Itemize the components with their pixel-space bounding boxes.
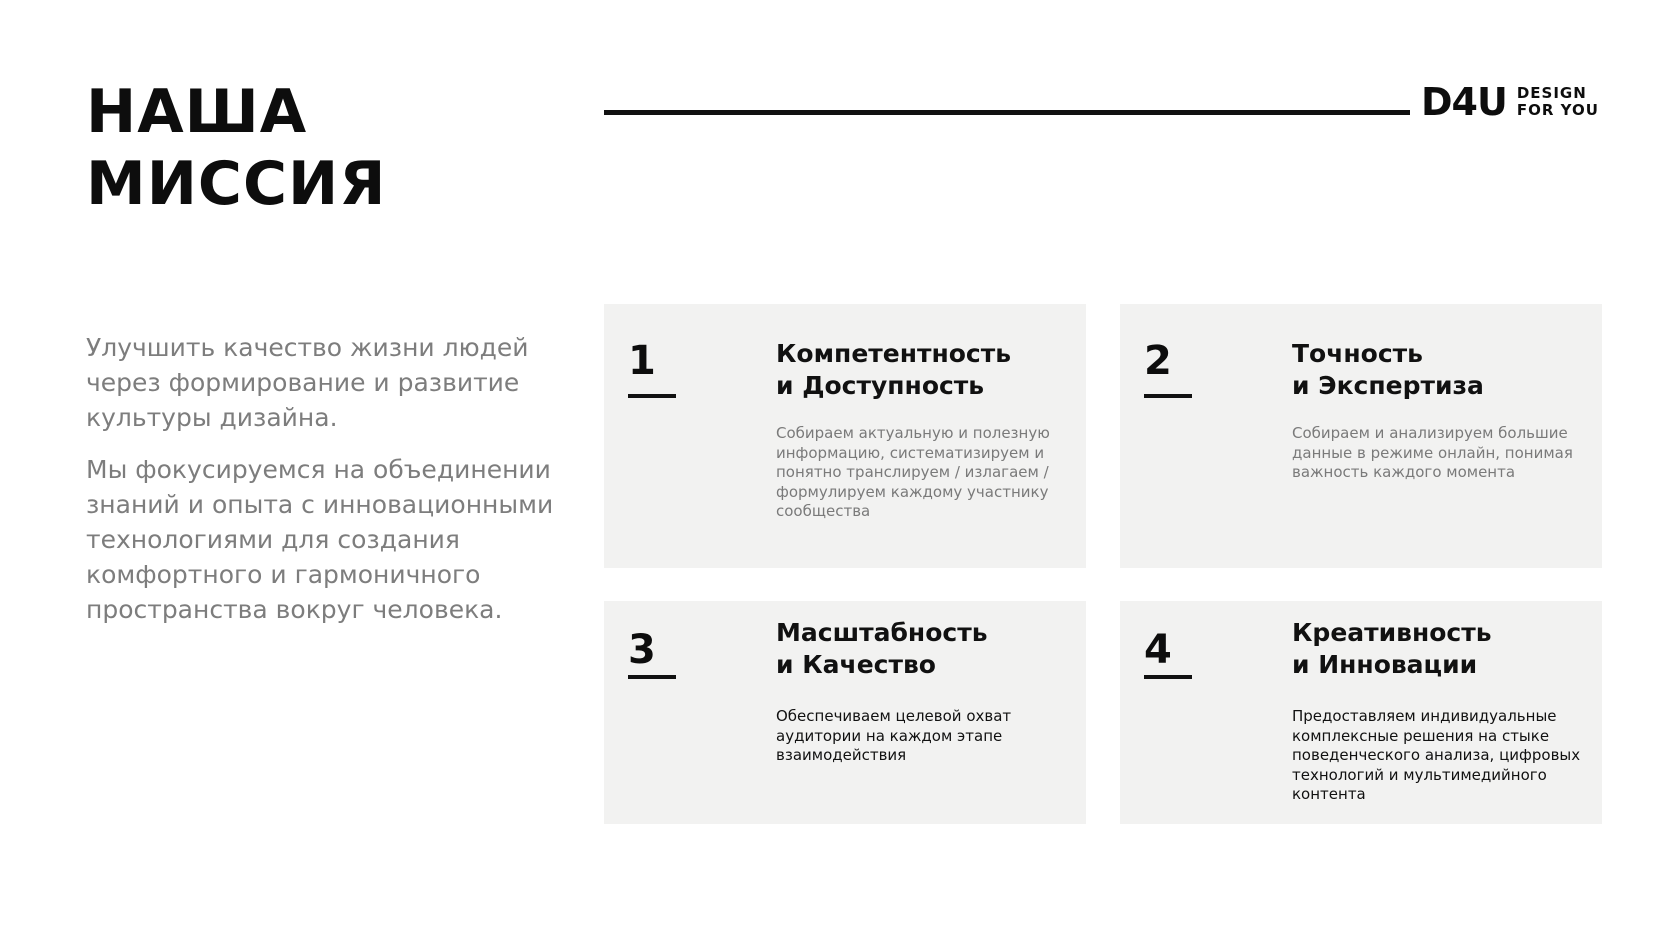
intro-paragraph-2: Мы фокусируемся на объединении знаний и опыта с инновационными технологиями для создания комфортного и гармоничного пространства вокруг человека.	[86, 455, 554, 624]
brand-logo	[1421, 80, 1599, 124]
value-card-4	[1120, 601, 1602, 824]
card-number-underline	[1144, 394, 1192, 398]
card-number: 4	[1144, 627, 1172, 673]
page-title-line2: МИССИЯ	[86, 149, 387, 219]
card-description: Предоставляем индивидуальные комплексные решения на стыке поведенческого анализа, цифровых технологий и мультимедийного контента	[1292, 707, 1581, 803]
value-card-1	[604, 304, 1086, 568]
card-title	[776, 617, 1076, 681]
logo-mark: D4U	[1421, 80, 1507, 124]
card-description: Собираем актуальную и полезную информацию, систематизируем и понятно транслируем / излагаем / формулируем каждому участнику сообщества	[776, 424, 1050, 520]
card-description: Обеспечиваем целевой охват аудитории на каждом этапе взаимодействия	[776, 707, 1012, 764]
value-card-3	[604, 601, 1086, 824]
card-number: 2	[1144, 338, 1172, 384]
page-title-line1: НАША	[86, 77, 308, 147]
logo-tagline-line1: DESIGN	[1516, 84, 1587, 102]
card-title-line1: Точность	[1292, 339, 1423, 368]
card-number-underline	[1144, 675, 1192, 679]
mission-intro	[86, 330, 566, 644]
card-number-underline	[628, 394, 676, 398]
card-title-line2: и Экспертиза	[1292, 371, 1484, 400]
intro-paragraph-1: Улучшить качество жизни людей через формирование и развитие культуры дизайна.	[86, 333, 529, 432]
card-title-line2: и Доступность	[776, 371, 985, 400]
card-title-line2: и Инновации	[1292, 650, 1478, 679]
card-number-underline	[628, 675, 676, 679]
card-title	[1292, 338, 1592, 402]
logo-tagline	[1517, 85, 1599, 119]
card-title	[1292, 617, 1592, 681]
card-number: 1	[628, 338, 656, 384]
logo-tagline-line2: FOR YOU	[1516, 101, 1599, 119]
card-title-line1: Креативность	[1292, 618, 1492, 647]
card-title	[776, 338, 1076, 402]
card-title-line1: Масштабность	[776, 618, 988, 647]
value-card-2	[1120, 304, 1602, 568]
card-title-line2: и Качество	[776, 650, 936, 679]
page-title	[86, 76, 386, 220]
card-title-line1: Компетентность	[776, 339, 1012, 368]
card-number: 3	[628, 627, 656, 673]
card-description: Собираем и анализируем большие данные в режиме онлайн, понимая важность каждого момента	[1292, 424, 1573, 481]
header-divider	[604, 110, 1410, 115]
